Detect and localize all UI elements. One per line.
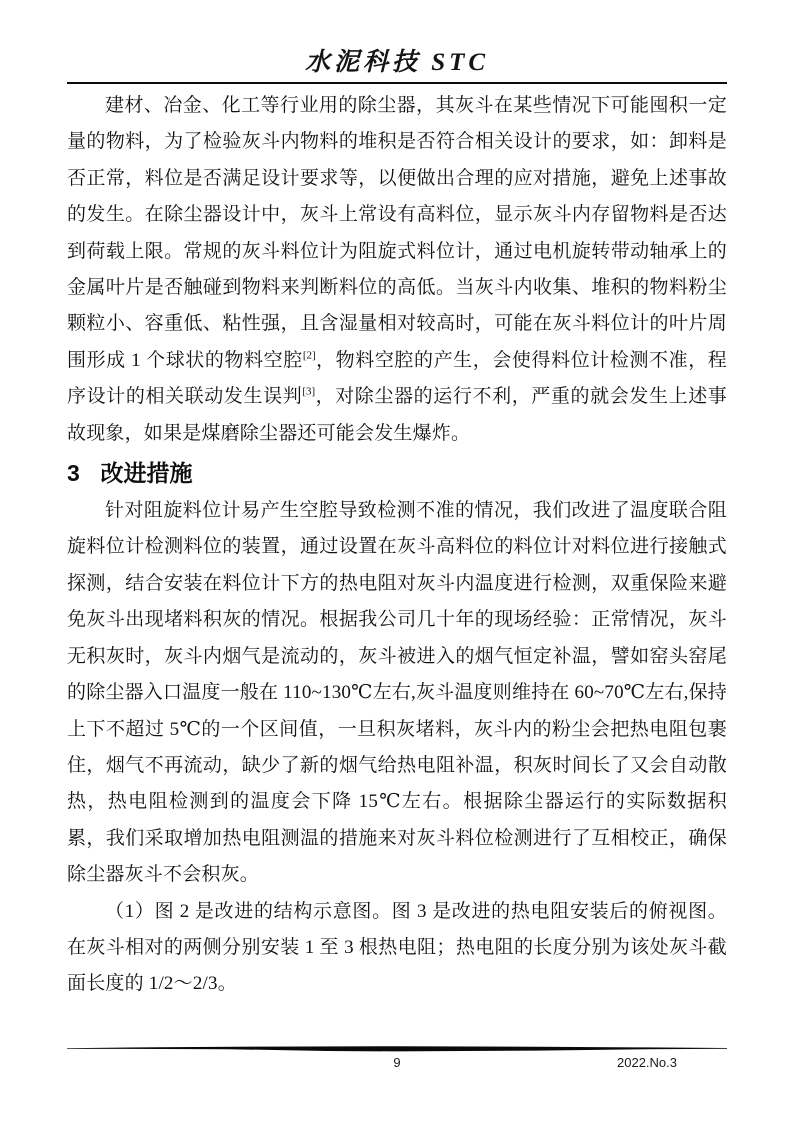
issue-label: 2022.No.3 <box>617 1055 677 1070</box>
section-heading <box>67 459 727 487</box>
paragraph-2: 针对阻旋料位计易产生空腔导致检测不准的情况，我们改进了温度联合阻旋料位计检测料位的装置，通过设置在灰斗高料位的料位计对料位进行接触式探测，结合安装在料位计下方的热电阻对灰斗内温度进行检测，双重保险来避免灰斗出现堵料积灰的情况。根据我公司几十年的现场经验：正常情况，灰斗无积灰时，灰斗内烟气是流动的，灰斗被进入的烟气恒定补温，譬如窑头窑尾的除尘器入口温度一般在 110~130℃左右,灰斗温度则维持在 60~70℃左右,保持上下不超过 5℃的一个区间值，一旦积灰堵料，灰斗内的粉尘会把热电阻包裹住，烟气不再流动，缺少了新的烟气给热电阻补温，积灰时间长了又会自动散热，热电阻检测到的温度会下降 15℃左右。根据除尘器运行的实际数据积累，我们采取增加热电阻测温的措施来对灰斗料位检测进行了互相校正，确保除尘器灰斗不会积灰。 <box>67 500 727 886</box>
document-body <box>67 88 727 1003</box>
section-title: 改进措施 <box>100 460 193 487</box>
section-number: 3 <box>67 460 80 487</box>
paragraph-1 <box>67 88 727 452</box>
header-rule <box>67 82 727 84</box>
paragraph-1-text-cont: ，物料空腔的产生，会使得料位计检测不准，程序设计的相关联动发生误判 <box>67 349 727 408</box>
page-footer <box>67 1045 727 1072</box>
citation-ref-2: [2] <box>302 349 316 362</box>
page-number: 9 <box>393 1055 401 1070</box>
paragraph-3: （1）图 2 是改进的结构示意图。图 3 是改进的热电阻安装后的俯视图。在灰斗相对的两侧分别安装 1 至 3 根热电阻；热电阻的长度分别为该处灰斗截面长度的 1/2～2/3。 <box>67 900 727 995</box>
paragraph-1-text-end: ，对除尘器的运行不利，严重的就会发生上述事故现象，如果是煤磨除尘器还可能会发生爆炸。 <box>67 386 728 444</box>
paragraph-1-text: 建材、冶金、化工等行业用的除尘器，其灰斗在某些情况下可能囤积一定量的物料，为了检验灰斗内物料的堆积是否符合相关设计的要求，如：卸料是否正常，料位是否满足设计要求等，以便做出合理的应对措施，避免上述事故的发生。在除尘器设计中，灰斗上常设有高料位，显示灰斗内存留物料是否达到荷载上限。常规的灰斗料位计为阻旋式料位计，通过电机旋转带动轴承上的金属叶片是否触碰到物料来判断料位的高低。当灰斗内收集、堆积的物料粉尘颗粒小、容重低、粘性强，且含湿量相对较高时，可能在灰斗料位计的叶片周围形成 1 个球状的物料空腔 <box>67 95 727 371</box>
footer-row <box>67 1054 727 1072</box>
citation-ref-3: [3] <box>302 385 316 398</box>
journal-title: 水泥科技 STC <box>304 49 490 76</box>
footer-rule <box>67 1045 727 1054</box>
